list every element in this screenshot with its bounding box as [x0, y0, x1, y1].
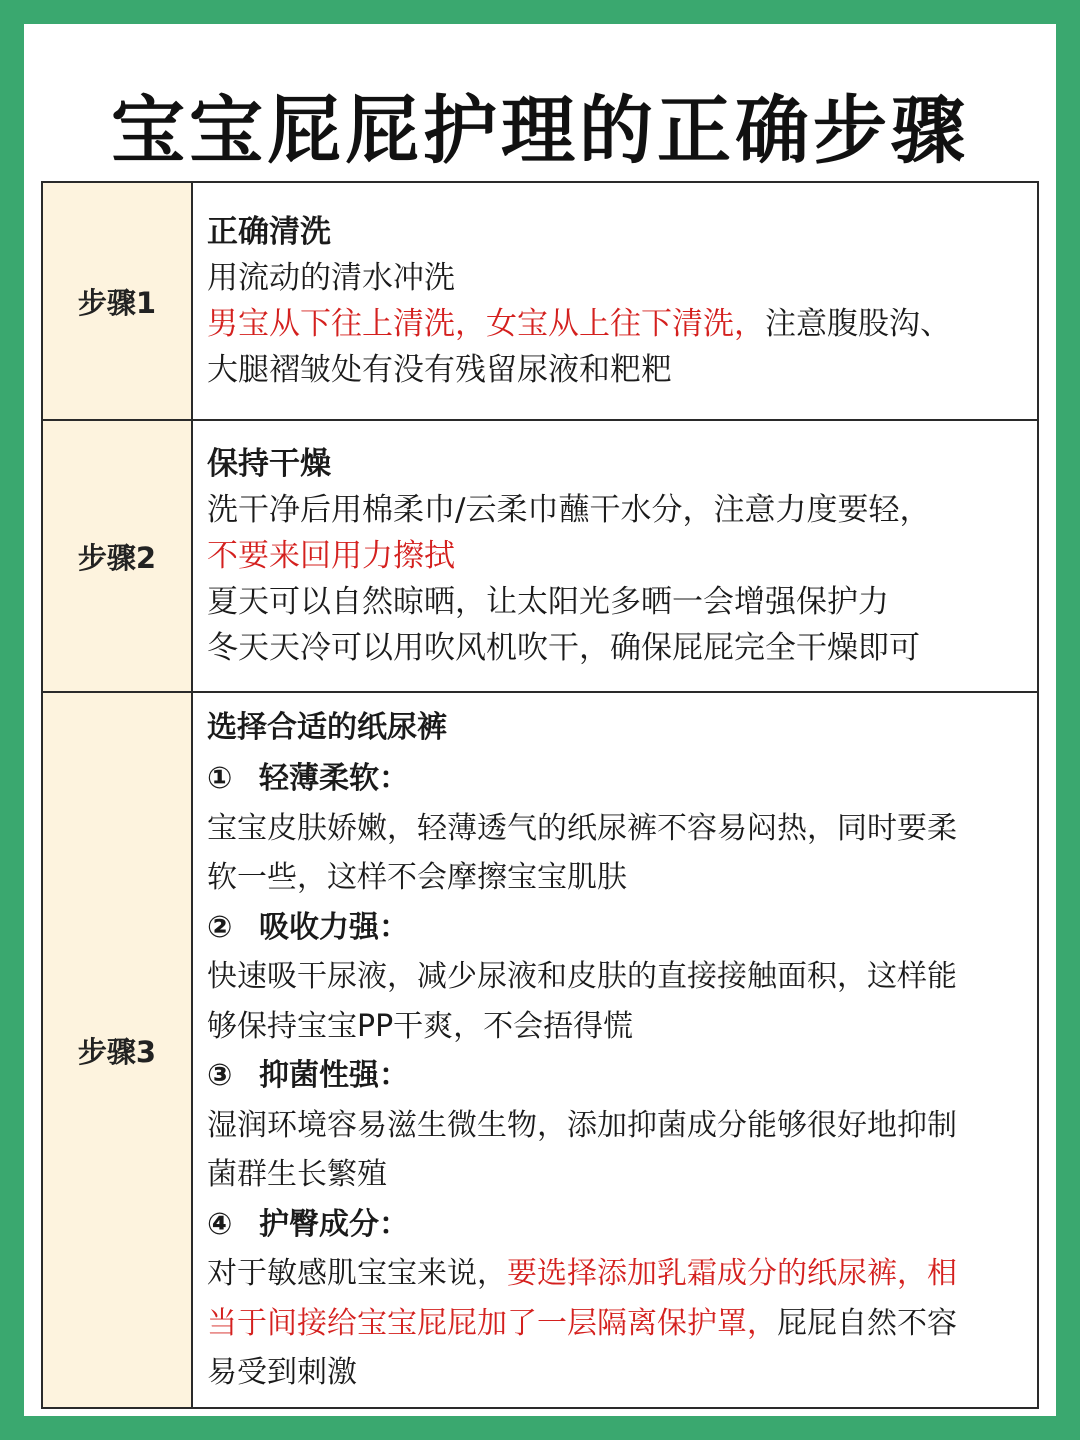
step-heading-3: 选择合适的纸尿裤 [207, 710, 447, 746]
step-label-1: 步骤1 [42, 182, 192, 420]
point4-line-2 [207, 1299, 1025, 1349]
step-content-2 [192, 420, 1038, 692]
point-number-1: ① [207, 761, 233, 797]
step2-line-2-highlight: 不要来回用力擦拭 [207, 538, 455, 574]
point-title-text-1: 轻薄柔软： [259, 761, 409, 797]
step-row-3 [42, 692, 1038, 1408]
point-number-3: ③ [207, 1058, 233, 1094]
point-number-4: ④ [207, 1206, 233, 1242]
point-title-text-4: 护臀成分： [259, 1206, 409, 1242]
point-title-2 [207, 903, 1025, 953]
step-label-2: 步骤2 [42, 420, 192, 692]
step1-line-1: 用流动的清水冲洗 [207, 260, 455, 296]
point-number-2: ② [207, 909, 233, 945]
step-content-1 [192, 182, 1038, 420]
step1-line-2-rest: 注意腹股沟、 [765, 306, 951, 342]
point4-line-2-highlight: 当于间接给宝宝屁屁加了一层隔离保护罩， [207, 1305, 777, 1341]
point4-line-2-plain: 屁屁自然不容 [777, 1305, 957, 1341]
point4-line-3: 易受到刺激 [207, 1355, 357, 1391]
point4-line-1-highlight: 要选择添加乳霜成分的纸尿裤，相 [507, 1256, 957, 1292]
point-title-text-2: 吸收力强： [259, 909, 409, 945]
step-row-2 [42, 420, 1038, 692]
step1-line-3: 大腿褶皱处有没有残留尿液和粑粑 [207, 352, 672, 388]
step-label-3: 步骤3 [42, 692, 192, 1408]
step-content-3 [192, 692, 1038, 1408]
point3-line-1: 湿润环境容易滋生微生物，添加抑菌成分能够很好地抑制 [207, 1107, 957, 1143]
point-title-1 [207, 754, 1025, 804]
point-title-4 [207, 1200, 1025, 1250]
point4-line-1-plain: 对于敏感肌宝宝来说， [207, 1256, 507, 1292]
point4-line-1 [207, 1249, 1025, 1299]
step2-line-3: 夏天可以自然晾晒，让太阳光多晒一会增强保护力 [207, 584, 889, 620]
step-heading-1: 正确清洗 [207, 214, 331, 250]
step2-line-4: 冬天天冷可以用吹风机吹干，确保屁屁完全干燥即可 [207, 630, 920, 666]
point2-line-1: 快速吸干尿液，减少尿液和皮肤的直接接触面积，这样能 [207, 959, 957, 995]
point1-line-1: 宝宝皮肤娇嫩，轻薄透气的纸尿裤不容易闷热，同时要柔 [207, 810, 957, 846]
step-row-1 [42, 182, 1038, 420]
point3-line-2: 菌群生长繁殖 [207, 1157, 387, 1193]
point1-line-2: 软一些，这样不会摩擦宝宝肌肤 [207, 860, 627, 896]
step1-line-2-highlight: 男宝从下往上清洗，女宝从上往下清洗， [207, 306, 765, 342]
step1-line-2 [207, 301, 1025, 347]
step-heading-2: 保持干燥 [207, 446, 331, 482]
point2-line-2: 够保持宝宝PP干爽，不会捂得慌 [207, 1008, 634, 1044]
point-title-text-3: 抑菌性强： [259, 1058, 409, 1094]
page-title: 宝宝屁屁护理的正确步骤 [111, 88, 969, 174]
point-title-3 [207, 1051, 1025, 1101]
content-card [24, 24, 1056, 1416]
steps-table [41, 181, 1039, 1409]
step2-line-1: 洗干净后用棉柔巾/云柔巾蘸干水分，注意力度要轻， [207, 492, 931, 528]
